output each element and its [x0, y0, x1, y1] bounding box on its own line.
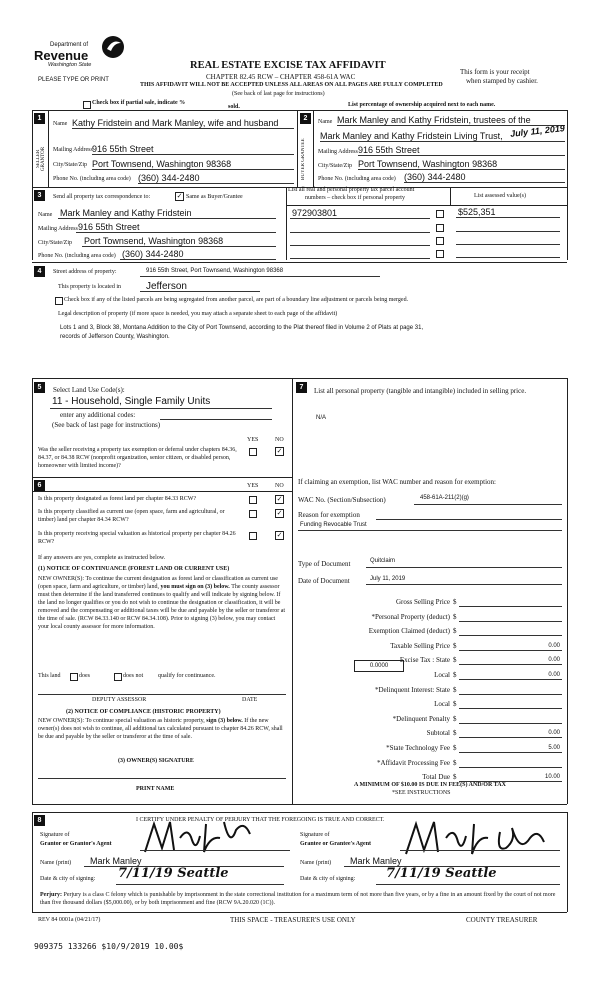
- s6-q1-yes-checkbox[interactable]: [249, 496, 257, 504]
- amount-row-label: Subtotal: [426, 729, 450, 737]
- s6-if-any: If any answers are yes, complete as instructed below.: [38, 555, 166, 561]
- amount-row-dollar: $: [453, 744, 457, 752]
- amount-row-line: [459, 679, 562, 680]
- s6-notice2-body-a: NEW OWNER(S): To continue special valuation as historic property,: [38, 718, 205, 724]
- s8-date-city-right: Date & city of signing:: [300, 876, 356, 882]
- s3-parcel-personal-checkbox-2[interactable]: [436, 224, 444, 232]
- dept-line2: Revenue: [34, 48, 89, 63]
- s4-street-label: Street address of property:: [53, 269, 117, 275]
- s8-name-print-left: Name (print): [40, 860, 72, 866]
- amount-row-label: Gross Selling Price: [395, 598, 450, 606]
- partial-sale-label: Check box if partial sale, indicate %: [92, 100, 186, 106]
- amount-row-label: Total Due: [422, 773, 450, 781]
- amount-row-line: [459, 723, 562, 724]
- amount-row-value[interactable]: 0.00: [548, 672, 560, 678]
- s7-wac-label: WAC No. (Section/Subsection): [298, 496, 386, 504]
- form-warning: THIS AFFIDAVIT WILL NOT BE ACCEPTED UNLESS ALL AREAS ON ALL PAGES ARE FULLY COMPLETED: [140, 82, 443, 88]
- amount-row-line: [459, 737, 562, 738]
- s3-parcels-header-1: List all real and personal property tax parcel account: [288, 187, 415, 193]
- s1-mailing-value[interactable]: 916 55th Street: [92, 144, 154, 154]
- please-type: PLEASE TYPE OR PRINT: [38, 77, 109, 83]
- s3-name-value[interactable]: Mark Manley and Kathy Fridstein: [60, 208, 192, 218]
- s3-mailing-label: Mailing Address: [38, 226, 78, 232]
- seller-side-label: SELLER GRANTOR: [36, 146, 46, 172]
- sold-label: sold.: [228, 104, 240, 110]
- s6-notice1-body: [38, 575, 286, 631]
- s8-grantee-sig-1: Signature of: [300, 832, 330, 838]
- footer-county-treasurer: COUNTY TREASURER: [466, 916, 538, 924]
- s3-phone-label: Phone No. (including area code): [38, 253, 116, 259]
- amount-row-dollar: $: [453, 656, 457, 664]
- amount-row-dollar: $: [453, 627, 457, 635]
- dor-logo-mark-icon: [100, 34, 126, 60]
- amount-row-value[interactable]: 10.00: [544, 774, 560, 780]
- s6-date: DATE: [242, 697, 258, 703]
- s7-doc-type-value[interactable]: Quitclaim: [370, 558, 396, 564]
- s6-notice2-body-c: If the new owner(s) does not wish to continue, all additional tax calculated pursuant to chapter 84.26 RCW, shall be due and payable by the seller or transferor at the time of sale.: [38, 718, 283, 740]
- s5-see-back: (See back of last page for instructions): [52, 421, 161, 429]
- amount-row-label: *State Technology Fee: [386, 744, 450, 752]
- s8-name-print-right: Name (print): [300, 860, 332, 866]
- s6-does-not: does not: [123, 673, 144, 679]
- s3-same-checkbox[interactable]: ✓: [176, 193, 183, 200]
- s8-grantor-name[interactable]: Mark Manley: [90, 856, 142, 866]
- s6-deputy: DEPUTY ASSESSOR: [92, 697, 147, 703]
- s5-select-label: Select Land Use Code(s):: [53, 386, 125, 394]
- s4-segregated-label: Check box if any of the listed parcels are being segregated from another parcel, are part of a boundary line adjustment or parcels being merged.: [64, 297, 409, 303]
- amount-row-value[interactable]: 0.00: [548, 730, 560, 736]
- s4-legal-value-2[interactable]: records of Jefferson County, Washington.: [60, 334, 170, 340]
- s7-local-rate[interactable]: 0.0000: [354, 660, 404, 672]
- section8-number: 8: [34, 815, 45, 826]
- s3-same-label: Same as Buyer/Grantee: [186, 194, 243, 200]
- form-title: REAL ESTATE EXCISE TAX AFFIDAVIT: [190, 60, 386, 71]
- s2-name-label: Name: [318, 119, 333, 125]
- s3-name-label: Name: [38, 212, 53, 218]
- s7-minimum-2: *SEE INSTRUCTIONS: [392, 790, 451, 796]
- s8-grantee-date[interactable]: 7/11/19 Seattle: [386, 866, 497, 881]
- s2-name-handwritten: July 11, 2019: [509, 123, 566, 139]
- receipt-line2: when stamped by cashier.: [466, 77, 538, 85]
- s8-grantor-sig-1: Signature of: [40, 832, 70, 838]
- dept-line3: Washington State: [48, 62, 92, 68]
- grantor-signature-icon: [140, 818, 260, 858]
- s6-q1-no-checkbox[interactable]: ✓: [276, 496, 283, 503]
- amount-row-dollar: $: [453, 700, 457, 708]
- amount-row-dollar: $: [453, 759, 457, 767]
- s6-does-not-checkbox[interactable]: [114, 673, 122, 681]
- amount-row-label: *Personal Property (deduct): [371, 613, 450, 621]
- amount-row-line: [459, 606, 562, 607]
- s8-perjury: [40, 891, 562, 907]
- amount-row-value[interactable]: 0.00: [548, 643, 560, 649]
- s4-street-value[interactable]: 916 55th Street, Port Townsend, Washington 98368: [146, 268, 284, 274]
- s6-q3: Is this property receiving special valuation as historical property per chapter 84.26 RCW?: [38, 531, 236, 545]
- dor-logo: [34, 34, 134, 68]
- s4-county-label: This property is located in: [58, 284, 121, 290]
- s1-city-value[interactable]: Port Townsend, Washington 98368: [92, 159, 232, 169]
- s8-perjury-label: Perjury:: [40, 892, 62, 898]
- s6-qualify: qualify for continuance.: [158, 673, 216, 679]
- s8-date-city-left: Date & city of signing:: [40, 876, 96, 882]
- s6-yes: YES: [247, 483, 259, 489]
- amount-row-label: Excise Tax : State: [399, 656, 450, 664]
- s7-doc-date-label: Date of Document: [298, 577, 350, 585]
- amount-row-line: [459, 694, 562, 695]
- amount-row-line: [459, 708, 562, 709]
- s7-personal-label: List all personal property (tangible and intangible) included in selling price.: [314, 387, 527, 395]
- amount-row-dollar: $: [453, 729, 457, 737]
- s6-no: NO: [275, 483, 284, 489]
- s5-exemption-yes-checkbox[interactable]: [249, 448, 257, 456]
- s2-phone-value[interactable]: (360) 344-2480: [404, 172, 466, 182]
- s1-mailing-label: Mailing Address: [53, 147, 93, 153]
- s2-city-value[interactable]: Port Townsend, Washington 98368: [358, 159, 498, 169]
- amount-row-line: [459, 664, 562, 665]
- s3-parcel-personal-checkbox-4[interactable]: [436, 250, 444, 258]
- section5-number: 5: [34, 382, 45, 393]
- s3-assessed-value[interactable]: $525,351: [458, 207, 496, 217]
- s1-phone-label: Phone No. (including area code): [53, 176, 131, 182]
- s5-exemption-no-checkbox[interactable]: ✓: [276, 448, 283, 455]
- amount-row-line: [459, 767, 562, 768]
- amount-row-line: [459, 650, 562, 651]
- s5-code-value[interactable]: 11 - Household, Single Family Units: [52, 396, 211, 407]
- grantee-signature-icon: [400, 818, 550, 860]
- section6-number: 6: [34, 480, 45, 491]
- amount-row-dollar: $: [453, 773, 457, 781]
- partial-sale-checkbox[interactable]: [83, 101, 91, 109]
- amount-row-dollar: $: [453, 671, 457, 679]
- s7-exemption-label: If claiming an exemption, list WAC number and reason for exemption:: [298, 478, 496, 486]
- amount-row-line: [459, 752, 562, 753]
- amount-row-label: Exemption Claimed (deduct): [368, 627, 450, 635]
- s8-grantor-date[interactable]: 7/11/19 Seattle: [118, 866, 229, 881]
- s6-notice1-body-b: you must sign on (3) below.: [160, 584, 230, 590]
- s5-additional-label: enter any additional codes:: [60, 411, 136, 419]
- s3-mailing-value[interactable]: 916 55th Street: [78, 222, 140, 232]
- s6-q2-yes-checkbox[interactable]: [249, 510, 257, 518]
- amount-row-value[interactable]: 5.00: [548, 745, 560, 751]
- s8-perjury-text: Perjury is a class C felony which is punishable by imprisonment in the state correctional institution for a maximum term of not more than five years, or by a fine in an amount fixed by the court of not more than five thousand dollars ($5,000.00), or by both imprisonment and fine (RCW 9A.20.020 (1C)).: [40, 892, 556, 906]
- footer-treasurer-only: THIS SPACE - TREASURER'S USE ONLY: [230, 916, 356, 924]
- amount-row-dollar: $: [453, 642, 457, 650]
- s6-q3-no-checkbox[interactable]: ✓: [276, 532, 283, 539]
- footer-stamp: 909375 133266 $10/9/2019 10.00$: [34, 942, 184, 951]
- footer-rev: REV 84 0001a (04/21/17): [38, 917, 101, 923]
- amount-row-line: [459, 635, 562, 636]
- s1-name-label: Name: [53, 121, 68, 127]
- s4-legal-value-1[interactable]: Lots 1 and 3, Block 38, Montana Addition to the City of Port Townsend, according to the Plat thereof filed in Volume 2 of Plats at page 31,: [60, 325, 424, 331]
- s7-wac-value[interactable]: 458-61A-211(2)(g): [420, 495, 469, 501]
- amount-row-label: *Delinquent Interest: State: [374, 686, 450, 694]
- s6-print-name: PRINT NAME: [136, 786, 175, 792]
- receipt-line1: This form is your receipt: [460, 68, 530, 76]
- amount-row-label: Local: [434, 700, 450, 708]
- s2-mailing-label: Mailing Address: [318, 149, 358, 155]
- form-chapter: CHAPTER 82.45 RCW – CHAPTER 458-61A WAC: [206, 73, 356, 81]
- s7-reason-label: Reason for exemption: [298, 511, 360, 519]
- s7-reason-value[interactable]: Funding Revocable Trust: [300, 522, 367, 528]
- s8-grantor-sig-2: Grantor or Grantor's Agent: [40, 841, 112, 847]
- s6-notice1-title: (1) NOTICE OF CONTINUANCE (FOREST LAND OR CURRENT USE): [38, 566, 230, 572]
- amount-row-dollar: $: [453, 613, 457, 621]
- amount-row-value[interactable]: 0.00: [548, 657, 560, 663]
- s2-name-value-2[interactable]: Mark Manley and Kathy Fridstein Living Trust,: [320, 131, 503, 141]
- s4-legal-label: Legal description of property (if more space is needed, you may attach a separate sheet to each page of the affidavit): [58, 311, 338, 317]
- s6-q2: Is this property classified as current use (open space, farm and agricultural, or timber) land per chapter 84.34 RCW?: [38, 509, 225, 523]
- ownership-label: List percentage of ownership acquired next to each name.: [348, 102, 496, 108]
- s3-phone-value[interactable]: (360) 344-2480: [122, 249, 184, 259]
- see-back: (See back of last page for instructions): [232, 91, 325, 97]
- buyer-side-label: BUYER GRANTEE: [301, 138, 306, 180]
- s3-parcels-header-2: numbers – check box if personal property: [305, 195, 405, 201]
- s8-grantee-name[interactable]: Mark Manley: [350, 856, 402, 866]
- s7-minimum-1: A MINIMUM OF $10.00 IS DUE IN FEE(S) AND/OR TAX: [354, 782, 506, 788]
- amount-row-label: Local: [434, 671, 450, 679]
- section1-number: 1: [34, 113, 45, 124]
- amount-row-label: *Delinquent Penalty: [392, 715, 450, 723]
- s1-name-value[interactable]: Kathy Fridstein and Mark Manley, wife and husband: [72, 118, 279, 128]
- s7-personal-value[interactable]: N/A: [316, 415, 327, 421]
- s5-no: NO: [275, 437, 284, 443]
- amount-row-dollar: $: [453, 598, 457, 606]
- s7-doc-type-label: Type of Document: [298, 560, 351, 568]
- section2-number: 2: [300, 113, 311, 124]
- s4-county-value[interactable]: Jefferson: [146, 281, 187, 292]
- amount-row-label: Taxable Selling Price: [390, 642, 450, 650]
- s3-send-label: Send all property tax correspondence to:: [53, 194, 151, 200]
- s5-exemption-q: Was the seller receiving a property tax exemption or deferral under chapters 84.36, 84.37, or 84.38 RCW (nonprofit organization, senior citizen, or disabled person, homeowner with limited income)?: [38, 447, 237, 469]
- s6-notice2-body: [38, 717, 286, 741]
- amount-row-dollar: $: [453, 715, 457, 723]
- s6-q1: Is this property designated as forest land per chapter 84.33 RCW?: [38, 496, 197, 502]
- s3-parcel-number[interactable]: 972903801: [292, 208, 338, 218]
- s6-this-land: This land: [38, 673, 61, 679]
- s5-yes: YES: [247, 437, 259, 443]
- s6-q2-no-checkbox[interactable]: ✓: [276, 510, 283, 517]
- s6-notice2-title: (2) NOTICE OF COMPLIANCE (HISTORIC PROPERTY): [66, 709, 221, 715]
- s1-phone-value[interactable]: (360) 344-2480: [138, 173, 200, 183]
- s7-doc-date-value[interactable]: July 11, 2019: [370, 576, 406, 582]
- amount-row-line: [459, 621, 562, 622]
- s6-q3-yes-checkbox[interactable]: [249, 532, 257, 540]
- s3-parcel-personal-checkbox-3[interactable]: [436, 237, 444, 245]
- s6-does: does: [79, 673, 90, 679]
- s3-city-value[interactable]: Port Townsend, Washington 98368: [84, 236, 224, 246]
- amount-row-label: *Affidavit Processing Fee: [377, 759, 450, 767]
- s2-name-value-1[interactable]: Mark Manley and Kathy Fridstein, trustees of the: [337, 115, 531, 125]
- s6-notice1-body-a: NEW OWNER(S): To continue the current designation as forest land or classification as current use (open space, farm and agriculture, or timber) land,: [38, 576, 278, 590]
- s8-certify: I CERTIFY UNDER PENALTY OF PERJURY THAT THE FOREGOING IS TRUE AND CORRECT.: [136, 817, 385, 823]
- section7-number: 7: [296, 382, 307, 393]
- s3-assessed-header: List assessed value(s): [474, 193, 526, 199]
- s4-segregated-checkbox[interactable]: [55, 297, 63, 305]
- s1-city-label: City/State/Zip: [53, 162, 87, 168]
- s3-city-label: City/State/Zip: [38, 240, 72, 246]
- s2-phone-label: Phone No. (including area code): [318, 176, 396, 182]
- s2-city-label: City/State/Zip: [318, 163, 352, 169]
- dept-line1: Department of: [50, 42, 89, 48]
- s8-grantee-sig-2: Grantee or Grantee's Agent: [300, 841, 372, 847]
- s6-notice1-body-c: The county assessor must then determine if the land transferred continues to qualify and will indicate by signing below. If the land no longer qualifies or you do not wish to continue the designation or classification, it will be removed and the compensating or additional taxes will be due and payable by the seller or transferor at the time of sale. (RCW 84.33.140 or RCW 84.34.108). Prior to signing (3) below, you may contact your local county assessor for more information.: [38, 584, 286, 630]
- s6-notice2-body-b: sign (3) below.: [206, 718, 243, 724]
- section3-number: 3: [34, 190, 45, 201]
- s6-does-checkbox[interactable]: [70, 673, 78, 681]
- s2-mailing-value[interactable]: 916 55th Street: [358, 145, 420, 155]
- s6-owner-sig: (3) OWNER(S) SIGNATURE: [118, 758, 194, 764]
- s3-parcel-personal-checkbox-1[interactable]: [436, 210, 444, 218]
- section4-number: 4: [34, 266, 45, 277]
- amount-row-dollar: $: [453, 686, 457, 694]
